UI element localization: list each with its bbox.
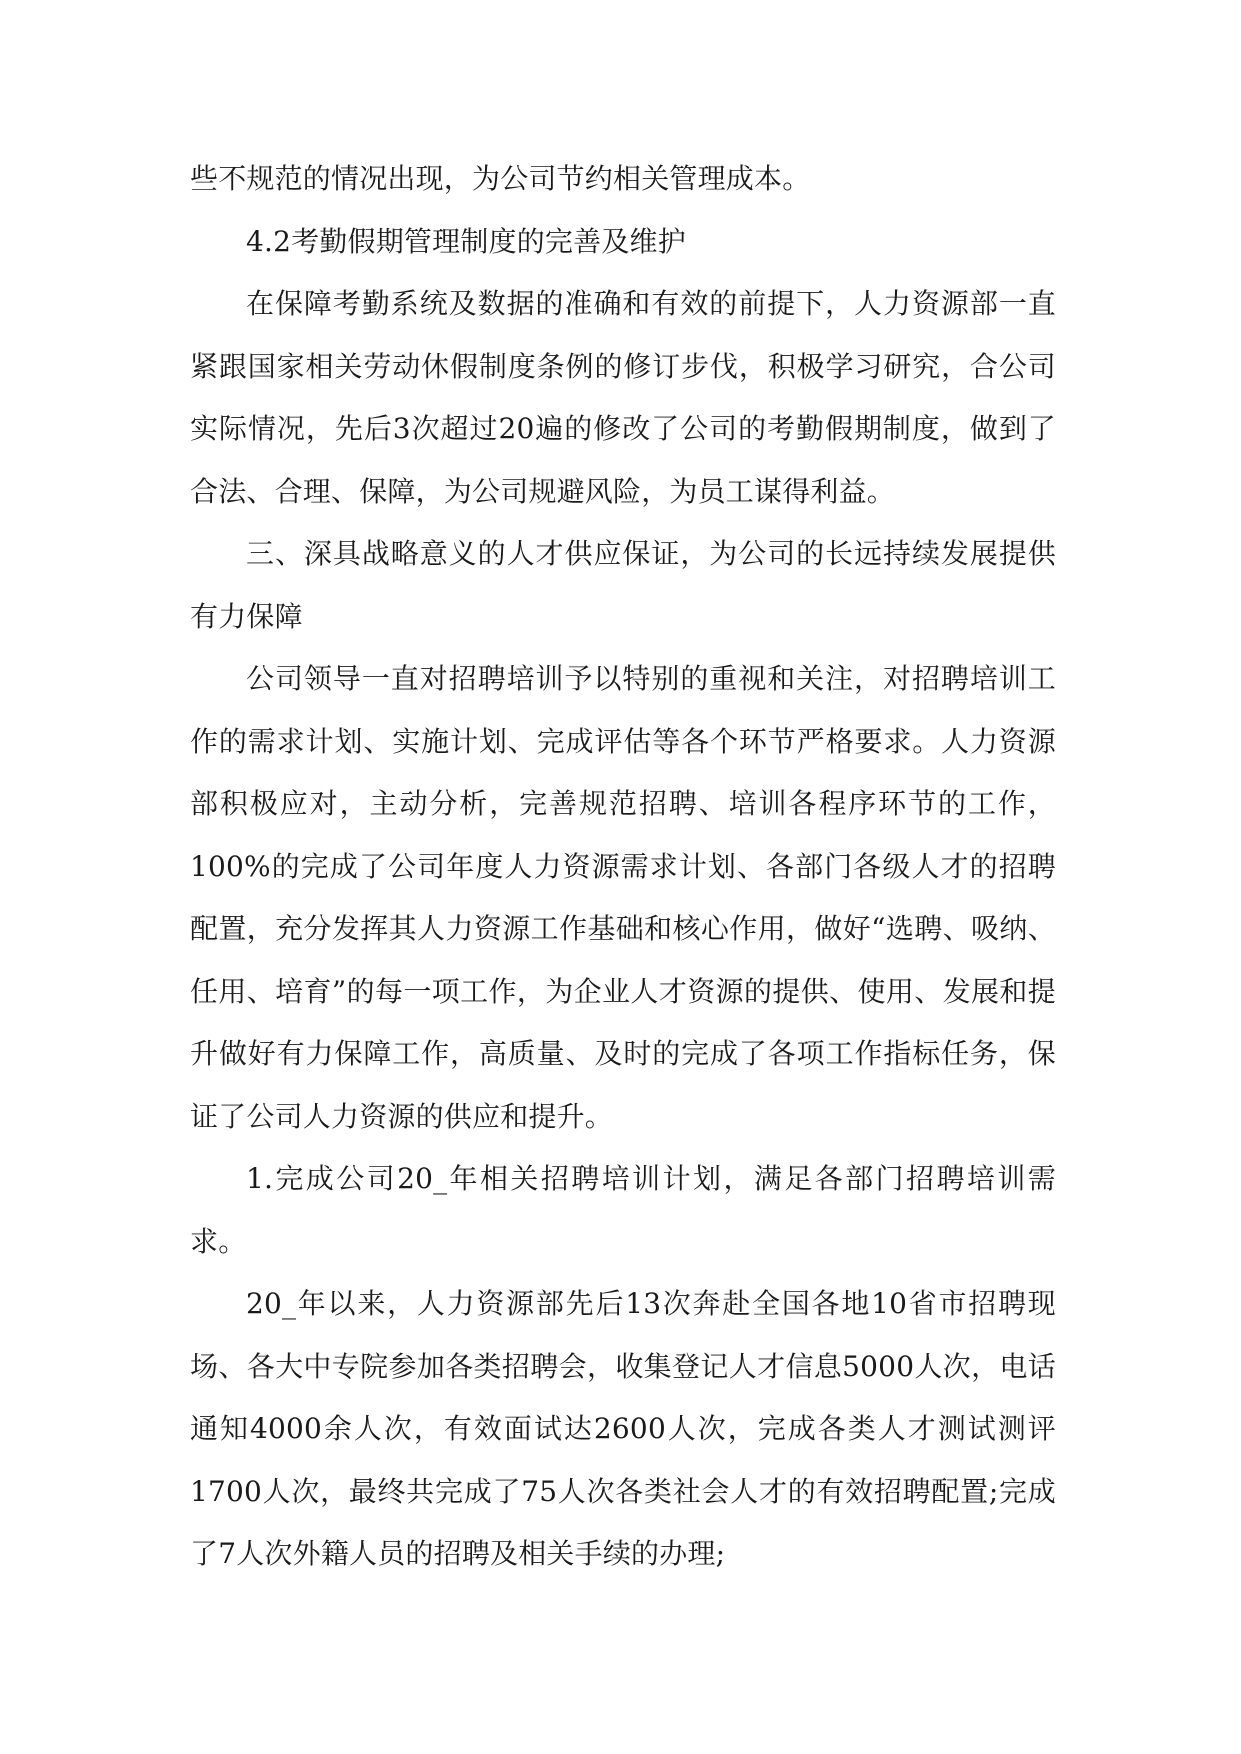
section-heading: 三、深具战略意义的人才供应保证，为公司的长远持续发展提供有力保障 bbox=[190, 537, 1056, 633]
section-heading: 4.2考勤假期管理制度的完善及维护 bbox=[246, 224, 686, 258]
subsection-heading: 1.完成公司20_年相关招聘培训计划，满足各部门招聘培训需求。 bbox=[190, 1162, 1056, 1258]
paragraph: 公司领导一直对招聘培训予以特别的重视和关注，对招聘培训工作的需求计划、实施计划、完成评估等各个环节严格要求。人力资源部积极应对，主动分析，完善规范招聘、培训各程序环节的工作，100%的完成了公司年度人力资源需求计划、各部门各级人才的招聘配置，充分发挥其人力资源工作基础和核心作用，做好“选聘、吸纳、任用、培育”的每一项工作，为企业人才资源的提供、使用、发展和提升做好有力保障工作，高质量、及时的完成了各项工作指标任务，保证了公司人力资源的供应和提升。 bbox=[190, 662, 1056, 1133]
body-text bbox=[190, 148, 1056, 1586]
paragraph: 在保障考勤系统及数据的准确和有效的前提下，人力资源部一直紧跟国家相关劳动休假制度条例的修订步伐，积极学习研究，合公司实际情况，先后3次超过20遍的修改了公司的考勤假期制度，做到了合法、合理、保障，为公司规避风险，为员工谋得利益。 bbox=[190, 287, 1056, 508]
paragraph: 20_年以来，人力资源部先后13次奔赴全国各地10省市招聘现场、各大中专院参加各类招聘会，收集登记人才信息5000人次，电话通知4000余人次，有效面试达2600人次，完成各类人才测试测评1700人次，最终共完成了75人次各类社会人才的有效招聘配置;完成了7人次外籍人员的招聘及相关手续的办理; bbox=[190, 1287, 1056, 1570]
paragraph: 些不规范的情况出现，为公司节约相关管理成本。 bbox=[190, 162, 811, 195]
